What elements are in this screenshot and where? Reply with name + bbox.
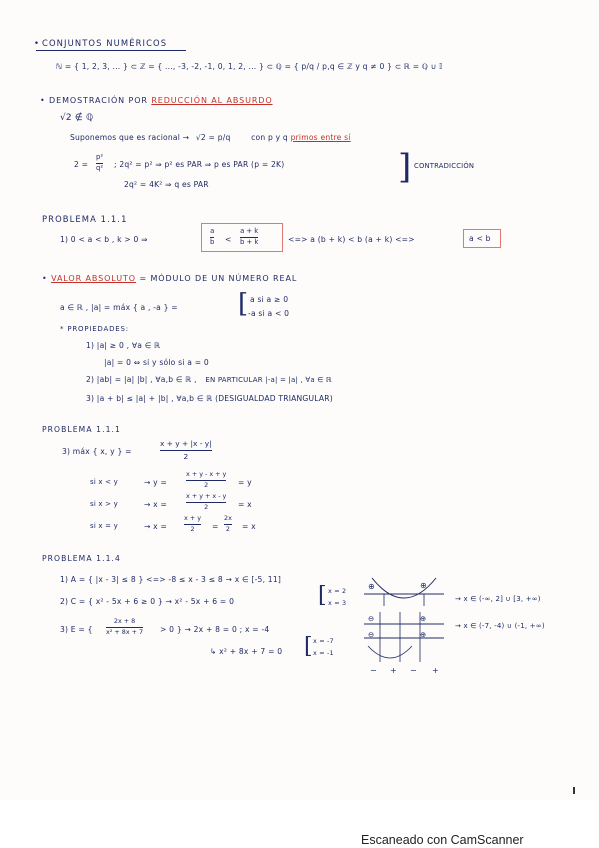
scanner-watermark: Escaneado con CamScanner (361, 832, 524, 847)
fraction-a-over-b: a b (210, 227, 215, 246)
max-case-3-cond: si x = y (90, 522, 119, 530)
max-case-3-eq: = (212, 522, 219, 531)
max-case-3-fraction: x + y 2 (184, 514, 201, 533)
problem-1-1-1-result: a < b (469, 234, 491, 243)
max-main-fraction: x + y + |x - y| 2 (160, 439, 212, 461)
problem-max-title: PROBLEMA 1.1.1 (42, 425, 121, 434)
max-case-2-res: → x = (144, 500, 168, 509)
sign-mark-1: ⊕ (368, 582, 375, 591)
sets-line: ℕ = { 1, 2, 3, ... } ⊂ ℤ = { ..., -3, -2, -1, 0, 1, 2, ... } ⊂ ℚ = { p/q / p,q ∈ ℤ y q ≠ 0 } ⊂ ℝ = ℚ ∪ 𝕀 (56, 62, 443, 71)
max-case-1-end: = y (238, 478, 252, 487)
max-definition: 3) máx { x, y } = (62, 447, 132, 456)
abs-title: • VALOR ABSOLUTO = MÓDULO DE UN NÚMERO REAL (42, 274, 298, 283)
abs-case-1: a si a ≥ 0 (250, 295, 289, 304)
sign-mark-3: ⊖ (368, 614, 375, 623)
sign-mark-6: ⊕ (420, 630, 427, 639)
item-3-root-1: x = -7 (313, 637, 334, 645)
max-case-3-end: = x (242, 522, 256, 531)
roots-bracket-1: [ (318, 583, 327, 608)
item-3-root-2: x = -1 (313, 649, 334, 657)
demo-fraction-p2-q2: p² q² (96, 153, 104, 172)
item-3-fraction: 2x + 8 x² + 8x + 7 (106, 617, 144, 636)
max-case-1-fraction: x + y - x + y 2 (186, 470, 227, 489)
prop-1b: |a| = 0 ⇔ si y sólo si a = 0 (104, 358, 209, 367)
problem-1-1-4-item-1: 1) A = { |x - 3| ≤ 8 } <=> -8 ≤ x - 3 ≤ 8 → x ∈ [-5, 11] (60, 575, 282, 584)
sign-minus-2: − (410, 666, 417, 675)
sign-plus-2: + (432, 666, 439, 675)
problem-1-1-1-equivalence: <=> a (b + k) < b (a + k) <=> (288, 235, 415, 244)
max-case-1-cond: si x < y (90, 478, 119, 486)
prop-1: 1) |a| ≥ 0 , ∀a ∈ ℝ (86, 341, 161, 350)
demo-line-1: Suponemos que es racional → √2 = p/q con p y q primos entre sí (70, 133, 351, 142)
abs-case-2: -a si a < 0 (248, 309, 290, 318)
demo-claim: √2 ∉ ℚ (60, 113, 94, 123)
closing-bracket: ] (398, 147, 412, 187)
problem-1-1-1-premise: 1) 0 < a < b , k > 0 ⇒ (60, 235, 148, 244)
parabola-sketch (364, 576, 444, 608)
max-case-2-fraction: x + y + x - y 2 (186, 492, 227, 511)
item-3-denominator: ↳ x² + 8x + 7 = 0 (210, 647, 283, 656)
max-case-2-end: = x (238, 500, 252, 509)
max-case-3-fraction-2: 2x 2 (224, 514, 232, 533)
title-underline (36, 50, 186, 51)
max-case-2-cond: si x > y (90, 500, 119, 508)
sign-plus-1: + (390, 666, 397, 675)
fraction-ak-over-bk: a + k b + k (240, 227, 259, 246)
props-title: * PROPIEDADES: (60, 325, 129, 333)
sign-mark-2: ⊕ (420, 581, 427, 590)
section-title-conjuntos: • CONJUNTOS NUMÉRICOS (34, 38, 168, 48)
max-case-1-res: → y = (144, 478, 168, 487)
roots-bracket-2: [ (304, 634, 313, 659)
item-3-result: → x ∈ (-7, -4) ∪ (-1, +∞) (455, 622, 545, 630)
item-3-equation: > 0 } → 2x + 8 = 0 ; x = -4 (160, 625, 270, 634)
abs-title-highlight: VALOR ABSOLUTO (51, 274, 136, 283)
demo-line-2-lhs: 2 = (74, 160, 89, 169)
problem-1-1-4-item-3: 3) E = { (60, 625, 93, 634)
problem-1-1-4-item-2: 2) C = { x² - 5x + 6 ≥ 0 } → x² - 5x + 6 = 0 (60, 597, 235, 606)
problem-1-1-1-title: PROBLEMA 1.1.1 (42, 214, 128, 224)
demo-title-highlight: REDUCCIÓN AL ABSURDO (151, 96, 273, 105)
edge-mark (573, 787, 575, 794)
demo-title: • DEMOSTRACIÓN POR REDUCCIÓN AL ABSURDO (40, 96, 273, 105)
item-2-result: → x ∈ (-∞, 2] ∪ [3, +∞) (455, 595, 541, 603)
sign-minus-1: − (370, 666, 377, 675)
sign-table-sketch (364, 612, 446, 664)
prop-2: 2) |ab| = |a| |b| , ∀a,b ∈ ℝ , EN PARTICULAR |-a| = |a| , ∀a ∈ ℝ (86, 375, 332, 384)
max-case-3-res: → x = (144, 522, 168, 531)
item-2-root-2: x = 3 (328, 599, 347, 607)
sign-mark-4: ⊕ (420, 614, 427, 623)
problem-1-1-4-title: PROBLEMA 1.1.4 (42, 554, 121, 563)
demo-line-3: 2q² = 4K² ⇒ q es PAR (124, 180, 209, 189)
abs-cases-bracket: [ (238, 289, 249, 319)
sign-mark-5: ⊖ (368, 630, 375, 639)
demo-contradiction: CONTRADICCIÓN (414, 162, 475, 170)
primos-highlight: primos entre sí (290, 133, 351, 142)
demo-line-2: ; 2q² = p² ⇒ p² es PAR ⇒ p es PAR (p = 2K) (114, 160, 285, 169)
abs-definition: a ∈ ℝ , |a| = máx { a , -a } = (60, 303, 178, 312)
prop-3: 3) |a + b| ≤ |a| + |b| , ∀a,b ∈ ℝ (DESIGUALDAD TRIANGULAR) (86, 394, 333, 403)
fraction-less-than: < (225, 235, 232, 244)
item-2-root-1: x = 2 (328, 587, 347, 595)
